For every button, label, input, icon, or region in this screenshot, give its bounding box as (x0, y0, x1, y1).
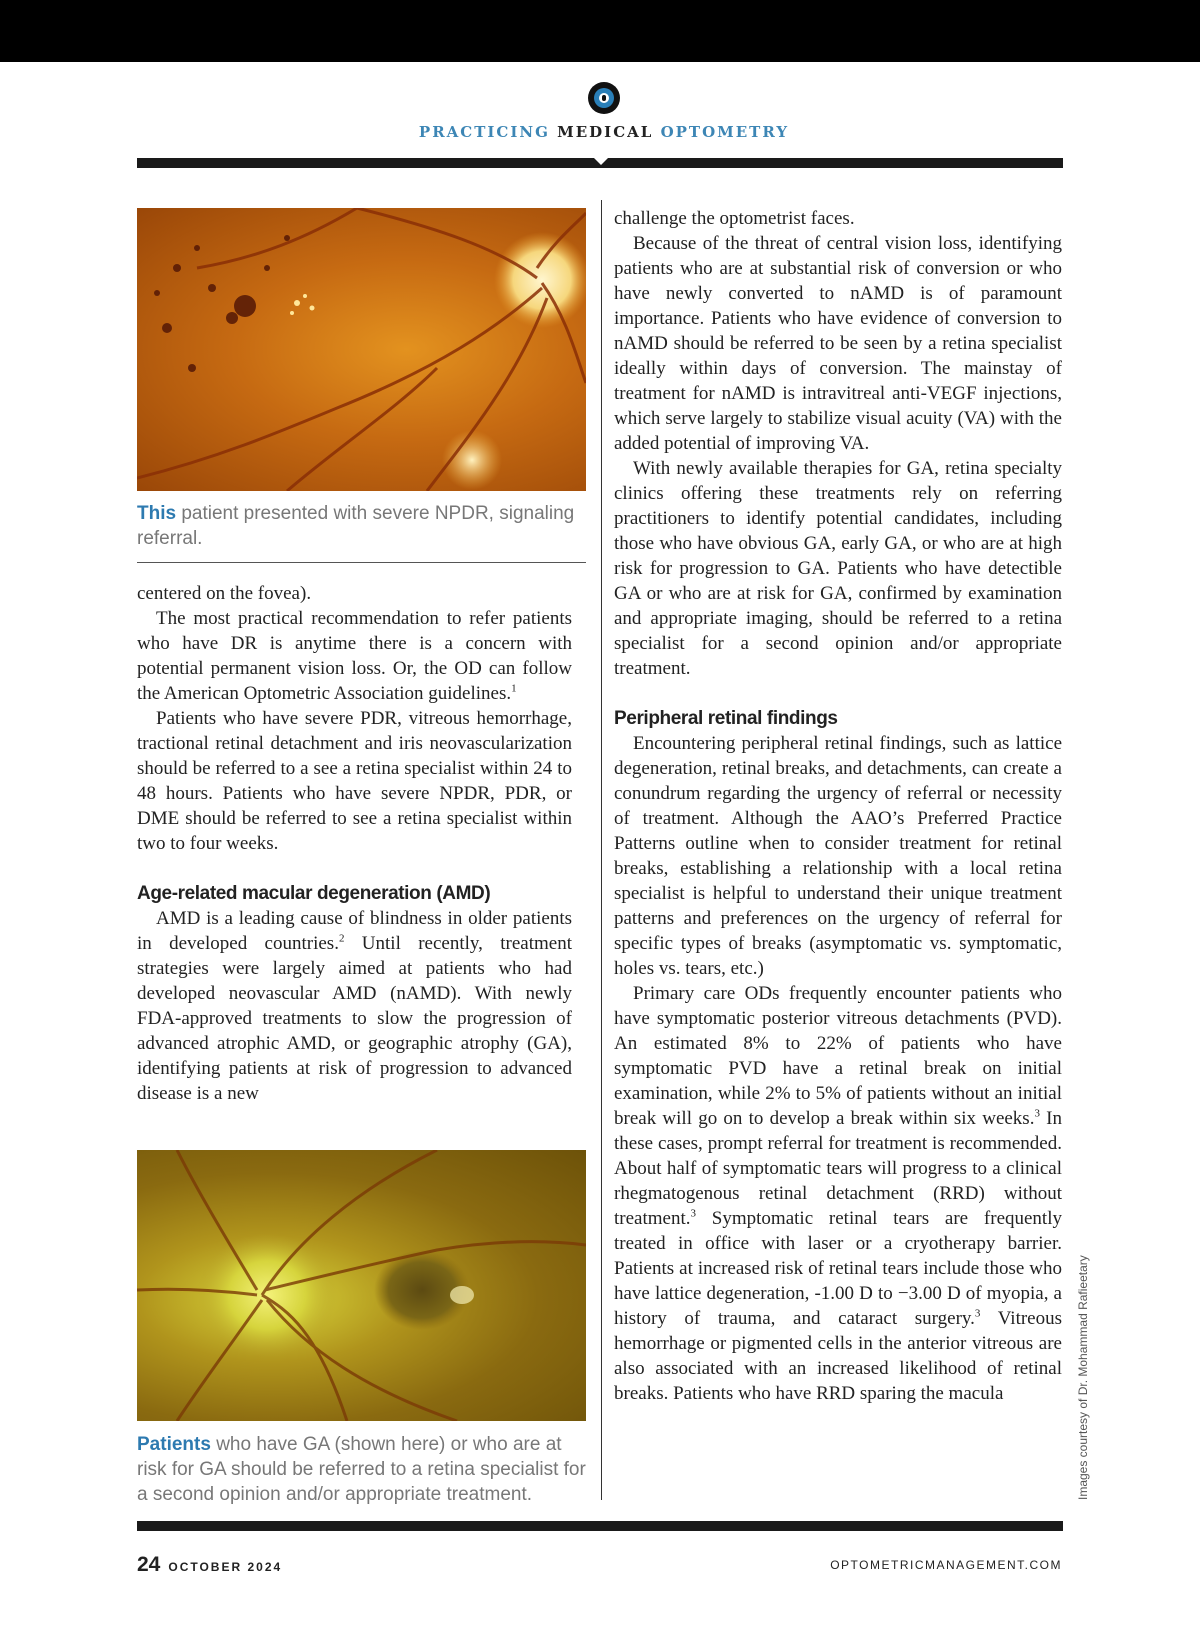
footer-rule (137, 1521, 1063, 1531)
left-paragraph-1: centered on the fovea). (137, 583, 312, 604)
right-paragraph-5-text-a: Primary care ODs frequently encounter patients who have symptomatic posterior vitreous detachments (PVD). An estimated 8% to 22% of patients who have symptomatic PVD have a retinal break on initial examination, while 2% to 5% of patients without an initial break will go on to develop a break within six weeks. (614, 983, 1062, 1129)
figure-caption-2 (137, 1432, 586, 1507)
reference-marker: 3 (974, 1307, 981, 1320)
left-paragraph-4 (137, 906, 572, 1106)
left-paragraph-4-text-a: AMD is a leading cause of blindness in older patients in developed countries. (137, 908, 572, 954)
left-paragraph-2-text: The most practical recommendation to refer patients who have DR is anytime there is a concern with potential permanent vision loss. Or, the OD can follow the American Optometric Association guidelines. (137, 608, 572, 704)
image-credit: Images courtesy of Dr. Mohammad Rafieetary (1076, 1255, 1090, 1500)
caption-1-lead: This (137, 503, 177, 524)
caption-2-lead: Patients (137, 1434, 211, 1455)
reference-marker: 2 (338, 932, 345, 945)
left-paragraph-3: Patients who have severe PDR, vitreous hemorrhage, tractional retinal detachment and iris neovascularization should be referred to a see a retina specialist within 24 to 48 hours. Patients who have severe NPDR, PDR, or DME should be referred to see a retina specialist within two to four weeks. (137, 708, 572, 854)
heading-peripheral: Peripheral retinal findings (614, 708, 838, 729)
right-paragraph-3: With newly available therapies for GA, retina specialty clinics offering these treatments rely on referring practitioners to identify potential candidates, including those who have obvious GA, early GA, or who are at high risk for progression to GA. Patients who have detectible GA or who are at risk for GA, confirmed by examination and appropriate imaging, should be referred to a retina specialist for a second opinion and/or appropriate treatment. (614, 458, 1062, 679)
reference-marker: 1 (511, 682, 517, 695)
section-word-1: PRACTICING (418, 123, 550, 141)
left-paragraph-2 (137, 606, 572, 706)
column-divider (601, 200, 602, 1500)
section-word-3: OPTOMETRY (660, 123, 790, 141)
right-paragraph-5-text-b: In these cases, prompt referral for treatment is recommended. About half of symptomatic tears will progress to a clinical rhegmatogenous retinal detachment (RRD) without treatment. (614, 1108, 1062, 1229)
caption-2-text: who have GA (shown here) or who are at risk for GA should be referred to a retina specialist for a second opinion and/or appropriate treatment. (137, 1434, 586, 1505)
folio (137, 1553, 282, 1577)
figure-caption-1 (137, 501, 586, 551)
section-label (0, 123, 1200, 141)
caption-1-text: patient presented with severe NPDR, signaling referral. (137, 503, 575, 549)
right-paragraph-5-text-c: Symptomatic retinal tears are frequently treated in office with laser or a cryotherapy barrier. Patients at increased risk of retinal tears include those who have lattice degeneration, -1.00 D to −3.00 D of myopia, a history of trauma, and cataract surgery. (614, 1208, 1062, 1329)
top-black-bar (0, 0, 1200, 62)
caption-rule (137, 562, 586, 563)
fundus-photo-npdr (137, 208, 586, 491)
right-paragraph-5 (614, 981, 1062, 1406)
left-paragraph-4-text-b: Until recently, treatment strategies were largely aimed at patients who had developed neovascular AMD (nAMD). With newly FDA-approved treatments to slow the progression of advanced atrophic AMD, or geographic atrophy (GA), identifying patients at risk of progression to advanced disease is a new (137, 933, 572, 1104)
eye-logo-icon (588, 82, 620, 114)
reference-marker: 3 (690, 1207, 696, 1220)
right-column-text (614, 206, 1062, 1406)
right-paragraph-1: challenge the optometrist faces. (614, 208, 855, 229)
fundus-photo-ga (137, 1150, 586, 1421)
left-column-text (137, 581, 572, 1106)
heading-amd: Age-related macular degeneration (AMD) (137, 883, 491, 904)
reference-marker: 3 (1034, 1107, 1040, 1120)
website-link[interactable]: OPTOMETRICMANAGEMENT.COM (830, 1558, 1062, 1572)
section-word-2: MEDICAL (557, 123, 654, 141)
header-rule-notch (593, 157, 609, 165)
page-number: 24 (137, 1553, 161, 1576)
right-paragraph-4: Encountering peripheral retinal findings, such as lattice degeneration, retinal breaks, and detachments, can create a conundrum regarding the urgency of referral or necessity of treatment. Although the AAO’s Preferred Practice Patterns outline when to consider treatment for retinal breaks, establishing a relationship with a local retina specialist is helpful to understand their unique treatment patterns and preferences on the urgency of referral for specific types of breaks (asymptomatic vs. symptomatic, holes vs. tears, etc.) (614, 733, 1062, 979)
issue-date: OCTOBER 2024 (168, 1560, 283, 1574)
right-paragraph-2: Because of the threat of central vision loss, identifying patients who are at substantial risk of conversion or who have newly converted to nAMD is of paramount importance. Patients who have evidence of conversion to nAMD should be referred to be seen by a retina specialist ideally within days of conversion. The mainstay of treatment for nAMD is intravitreal anti-VEGF injections, which serve largely to stabilize visual acuity (VA) with the added potential of improving VA. (614, 233, 1062, 454)
right-paragraph-5-text-d: Vitreous hemorrhage or pigmented cells in the anterior vitreous are also associated with an increased likelihood of retinal breaks. Patients who have RRD sparing the macula (614, 1308, 1063, 1404)
